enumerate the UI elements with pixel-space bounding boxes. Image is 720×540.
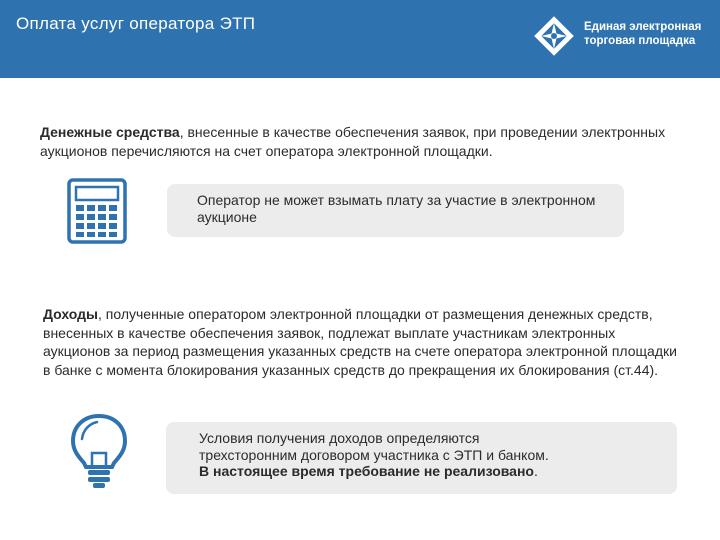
callout-income-line-2: трехсторонним договором участника с ЭТП и банком. xyxy=(199,446,549,463)
callout-income-conditions xyxy=(166,422,677,494)
callout-income-line-3 xyxy=(199,463,669,480)
logo xyxy=(524,6,714,72)
callout-fee-restriction-text: Оператор не может взымать плату за участие в электронном аукционе xyxy=(197,192,596,225)
callout-fee-restriction xyxy=(167,184,624,237)
callout-income-conditions-text xyxy=(199,430,669,480)
logo-mark-icon xyxy=(524,6,584,66)
calculator-icon xyxy=(67,178,127,244)
logo-text xyxy=(584,20,701,48)
callout-income-line-1: Условия получения доходов определяются xyxy=(199,430,480,446)
header-bar xyxy=(0,0,720,78)
paragraph-income-lead: Доходы xyxy=(43,306,98,322)
logo-line-1: Единая электронная xyxy=(584,21,702,33)
paragraph-deposits-text: , внесенные в качестве обеспечения заявок, при проведении электронных аукционов перечисляются на счет оператора электронной площадки. xyxy=(40,124,666,159)
lightbulb-icon xyxy=(70,413,128,489)
page-title: Оплата услуг оператора ЭТП xyxy=(16,14,256,33)
callout-income-line-3-bold: В настоящее время требование не реализовано xyxy=(199,463,534,479)
paragraph-deposits xyxy=(40,123,680,160)
paragraph-deposits-lead: Денежные средства xyxy=(40,124,180,140)
callout-income-line-3-end: . xyxy=(533,463,538,479)
paragraph-income-text: , полученные оператором электронной площадки от размещения денежных средств, внесенных в качестве обеспечения заявок, подлежат выплате участникам электронных аукционов за период размещения указанных средств на счете оператора электронной площадки в банке с момента блокирования указанных средств до прекращения их блокирования (ст.44). xyxy=(43,306,677,378)
logo-line-2: торговая площадка xyxy=(584,35,696,47)
paragraph-income xyxy=(43,305,683,379)
